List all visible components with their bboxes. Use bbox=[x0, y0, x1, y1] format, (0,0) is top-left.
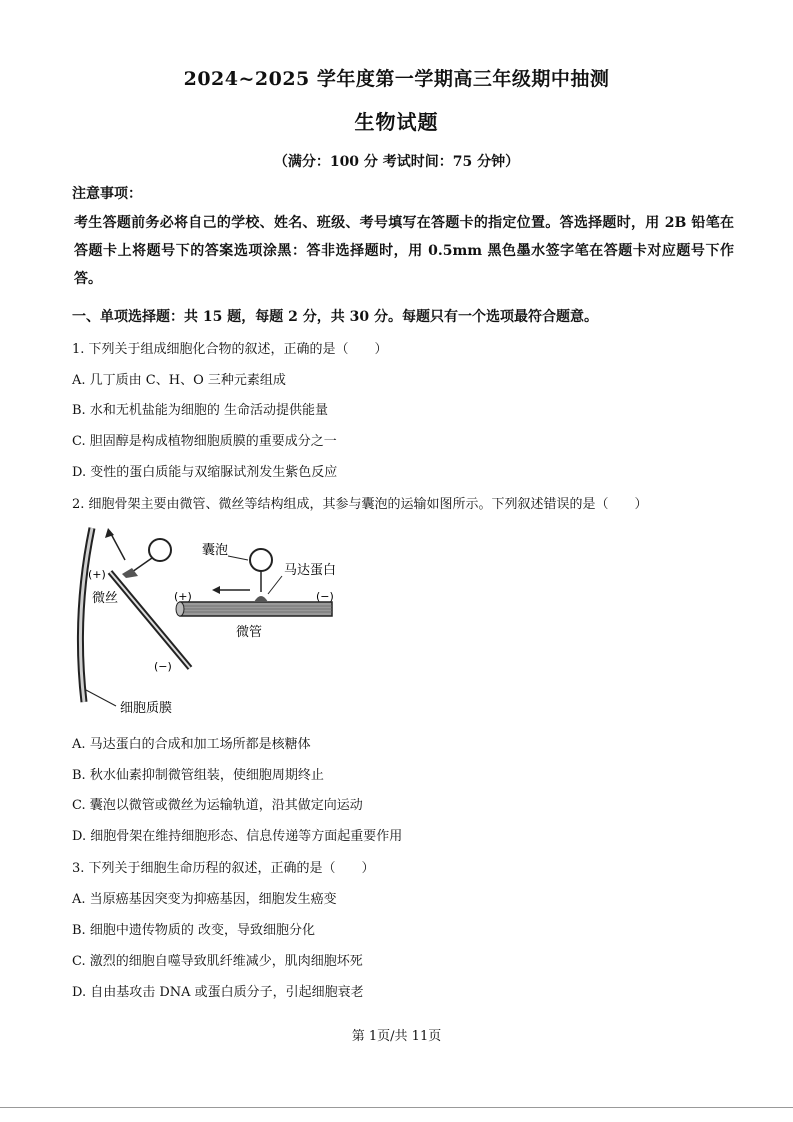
membrane-pointer bbox=[86, 690, 116, 706]
question-3-option-a: A. 当原癌基因突变为抑癌基因，细胞发生癌变 bbox=[72, 892, 337, 907]
microfilament-minus: (−) bbox=[154, 660, 172, 673]
microfilament-plus: (+) bbox=[88, 568, 106, 581]
page-footer: 第 1页/共 11页 bbox=[351, 1029, 442, 1044]
question-3-option-c: C. 激烈的细胞自噬导致肌纤维减少，肌肉细胞坏死 bbox=[72, 954, 363, 969]
vesicle-label: 囊泡 bbox=[202, 543, 229, 558]
motor-protein-label: 马达蛋白 bbox=[284, 563, 337, 578]
cytoskeleton-figure bbox=[70, 520, 360, 720]
question-3-option-d: D. 自由基攻击 DNA 或蛋白质分子，引起细胞衰老 bbox=[72, 985, 364, 1000]
microfilament-label: 微丝 bbox=[92, 591, 119, 606]
question-2-option-c: C. 囊泡以微管或微丝为运输轨道，沿其做定向运动 bbox=[72, 798, 363, 813]
question-2-option-b: B. 秋水仙素抑制微管组装，使细胞周期终止 bbox=[72, 768, 324, 783]
section-heading: 一、单项选择题：共 15 题，每题 2 分，共 30 分。每题只有一个选项最符合题意。 bbox=[72, 309, 598, 325]
question-1-option-b: B. 水和无机盐能为细胞的 生命活动提供能量 bbox=[72, 403, 328, 418]
notice-heading: 注意事项： bbox=[72, 186, 142, 202]
vesicle-on-microfilament bbox=[149, 539, 171, 561]
question-1-option-d: D. 变性的蛋白质能与双缩脲试剂发生紫色反应 bbox=[72, 465, 338, 480]
question-1-option-a: A. 几丁质由 C、H、O 三种元素组成 bbox=[72, 373, 286, 388]
microtubule-minus: (−) bbox=[316, 590, 334, 603]
question-3-stem: 3. 下列关于细胞生命历程的叙述，正确的是（ ） bbox=[72, 861, 375, 876]
question-1-stem: 1. 下列关于组成细胞化合物的叙述，正确的是（ ） bbox=[72, 342, 388, 357]
exam-info: （满分：100 分 考试时间：75 分钟） bbox=[273, 154, 520, 170]
microtubule-plus: (+) bbox=[174, 590, 192, 603]
bottom-divider bbox=[0, 1107, 793, 1108]
membrane-label: 细胞质膜 bbox=[120, 701, 173, 716]
arrow-head-2 bbox=[212, 586, 220, 594]
question-2-option-a: A. 马达蛋白的合成和加工场所都是核糖体 bbox=[72, 737, 311, 752]
question-2-option-d: D. 细胞骨架在维持细胞形态、信息传递等方面起重要作用 bbox=[72, 829, 403, 844]
question-3-option-b: B. 细胞中遗传物质的 改变，导致细胞分化 bbox=[72, 923, 315, 938]
vesicle-on-microtubule bbox=[250, 549, 272, 571]
page-title: 2024~2025 学年度第一学期高三年级期中抽测 bbox=[183, 68, 610, 90]
subject-title: 生物试题 bbox=[354, 110, 439, 134]
question-1-option-c: C. 胆固醇是构成植物细胞质膜的重要成分之一 bbox=[72, 434, 337, 449]
arrow-microfilament bbox=[110, 532, 125, 560]
question-2-stem: 2. 细胞骨架主要由微管、微丝等结构组成，其参与囊泡的运输如图所示。下列叙述错误的是（ ） bbox=[72, 497, 648, 512]
motor-protein-2 bbox=[254, 596, 268, 602]
notice-body: 考生答题前务必将自己的学校、姓名、班级、考号填写在答题卡的指定位置。答选择题时，用 2B 铅笔在答题卡上将题号下的答案选项涂黑：答非选择题时，用 0.5mm 黑色墨水签字笔在答题卡对应题号下作答。 bbox=[74, 215, 734, 287]
microtubule-label: 微管 bbox=[236, 625, 263, 640]
